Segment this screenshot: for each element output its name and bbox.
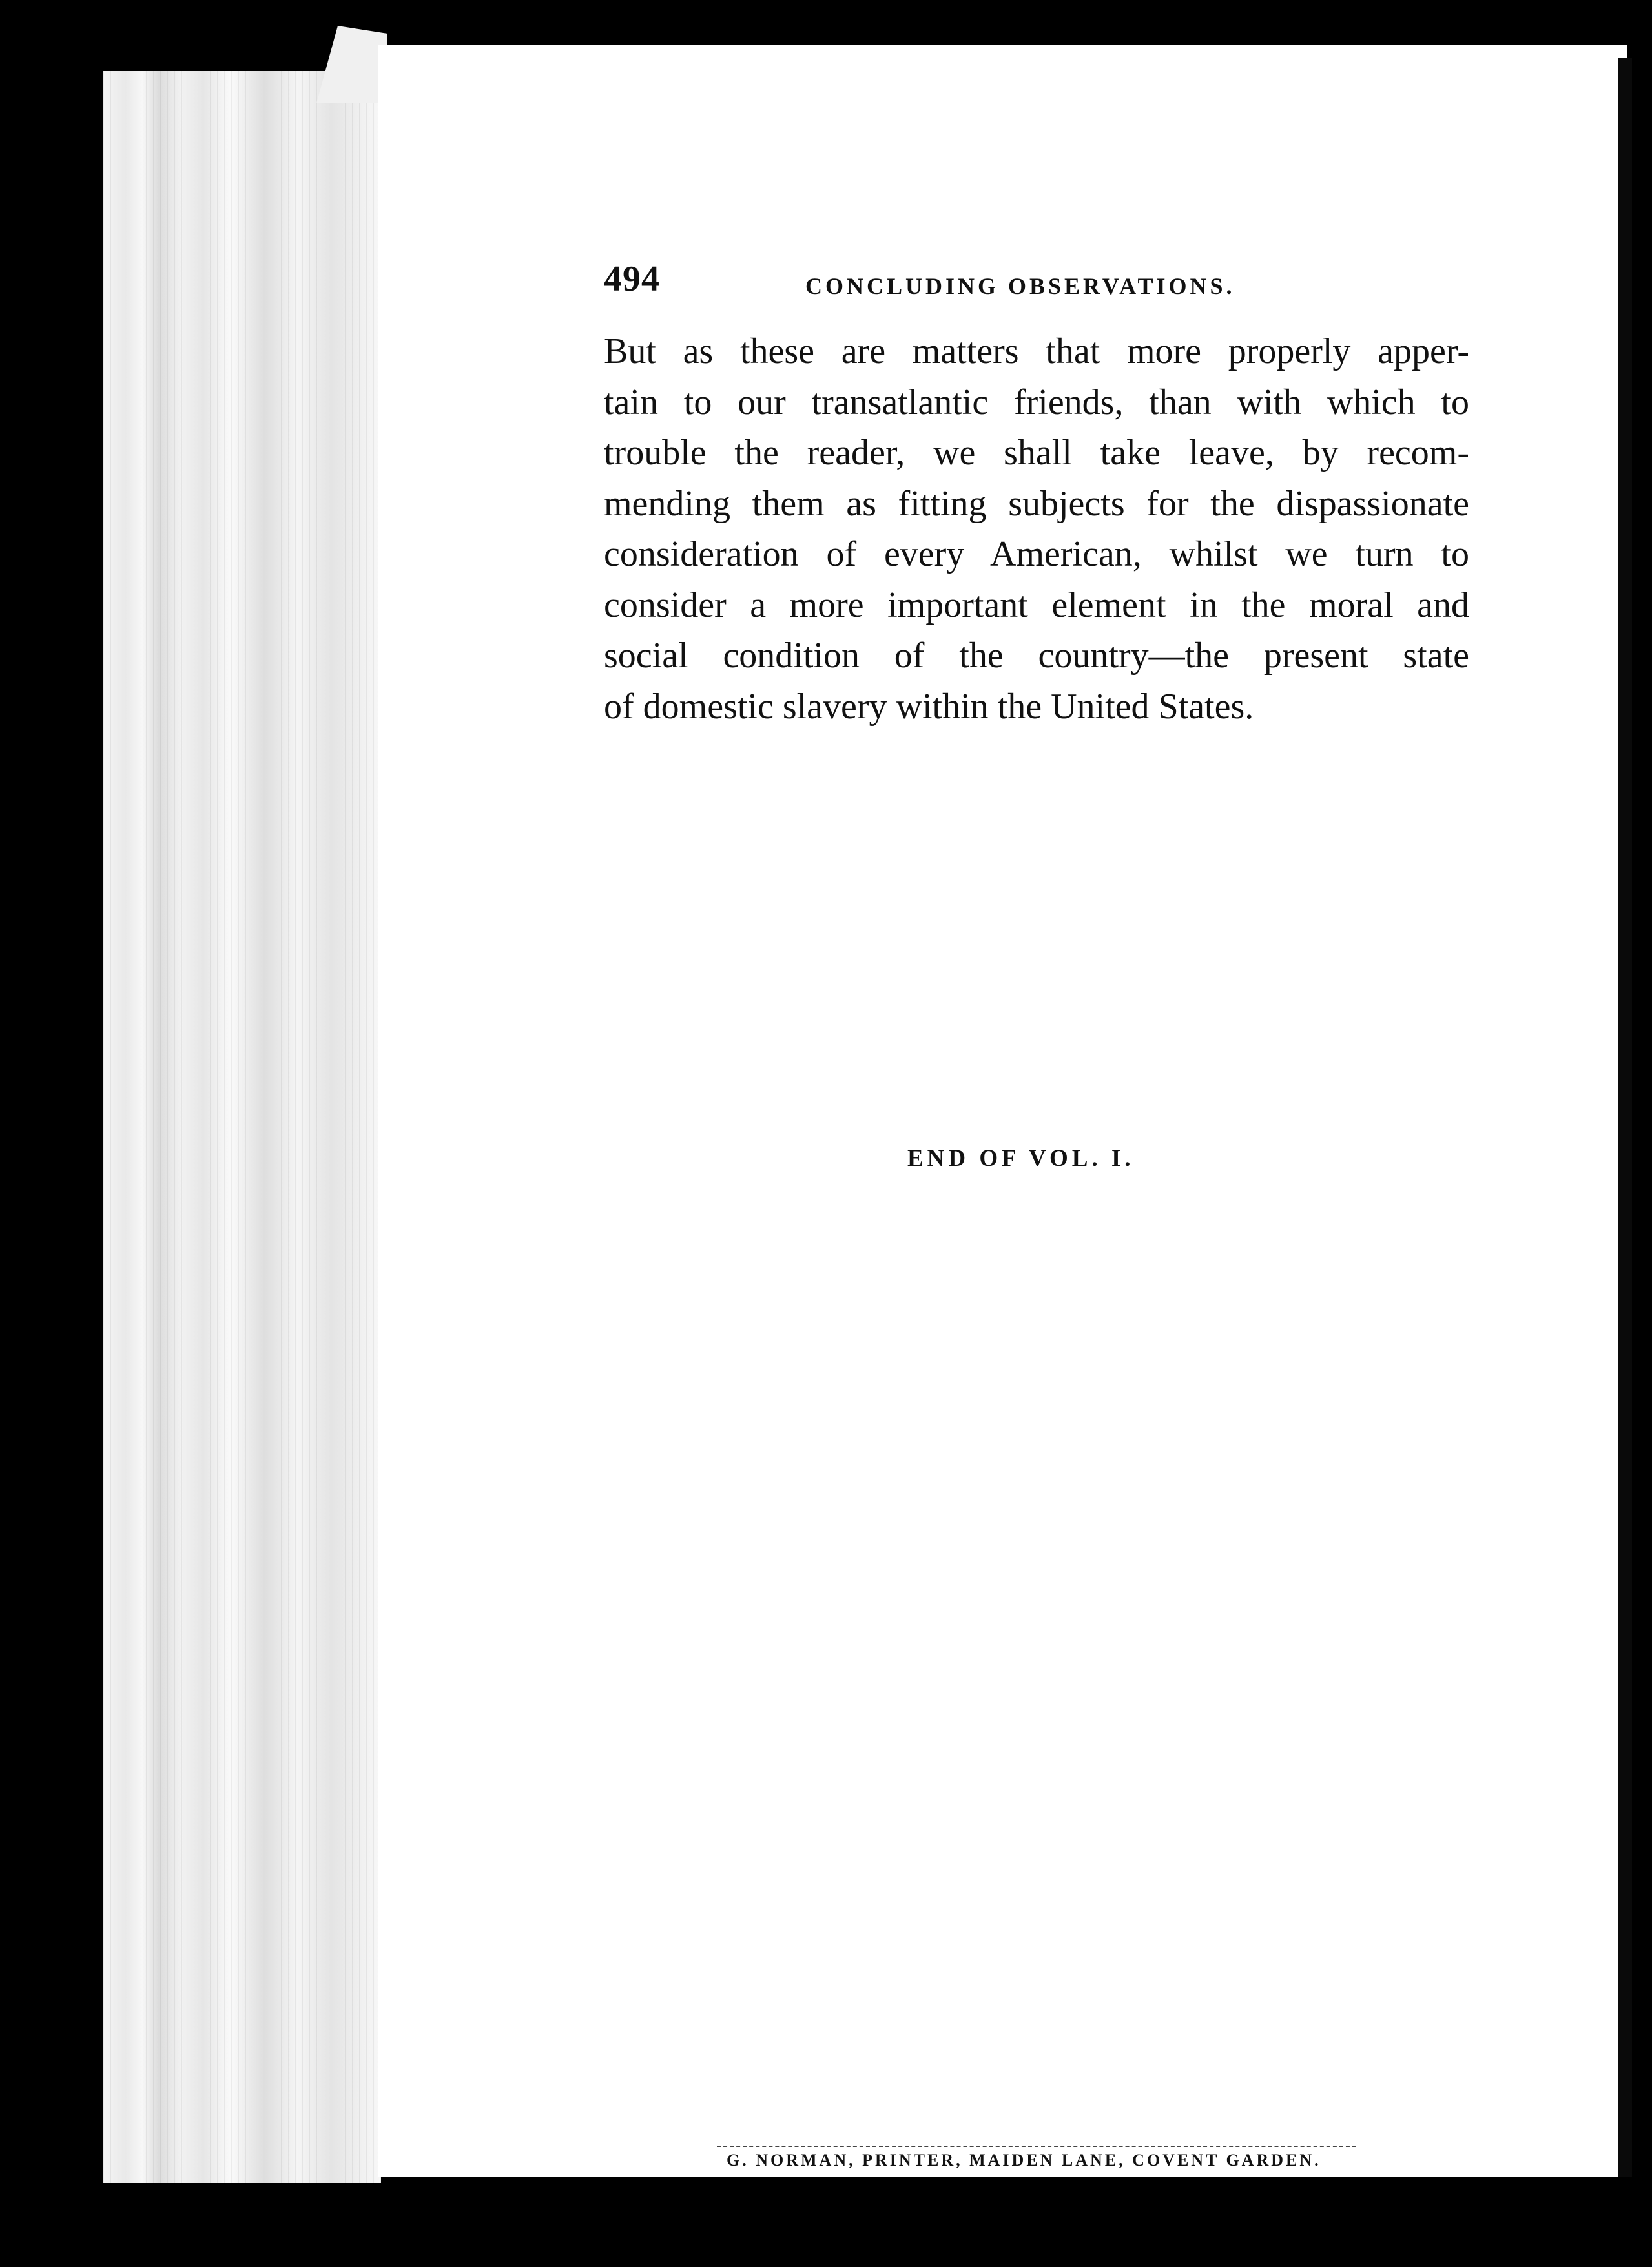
body-line: social condition of the country—the present state	[604, 636, 1469, 676]
body-line: mending them as fitting subjects for the dispassionate	[604, 483, 1469, 524]
body-line: trouble the reader, we shall take leave, by recom-	[604, 433, 1469, 473]
body-line: consideration of every American, whilst we turn to	[604, 534, 1469, 574]
running-title: CONCLUDING OBSERVATIONS.	[805, 273, 1235, 299]
page-number: 494	[604, 259, 660, 299]
running-head	[604, 258, 1275, 310]
facing-page-edge	[1618, 58, 1632, 2177]
body-line: But as these are matters that more properly apper-	[604, 331, 1469, 371]
body-line: tain to our transatlantic friends, than with which to	[604, 382, 1469, 422]
body-line: consider a more important element in the moral and	[604, 585, 1469, 625]
folded-page-corner	[316, 26, 387, 103]
imprint-rule	[717, 2146, 1356, 2147]
end-of-volume-mark: END OF VOL. I.	[907, 1145, 1135, 1172]
body-paragraph	[604, 326, 1469, 732]
body-line: of domestic slavery within the United States.	[604, 686, 1254, 727]
bleed-through-specks	[584, 2170, 985, 2267]
printer-imprint: G. NORMAN, PRINTER, MAIDEN LANE, COVENT GARDEN.	[727, 2151, 1321, 2169]
page-edges-stack	[103, 71, 381, 2183]
